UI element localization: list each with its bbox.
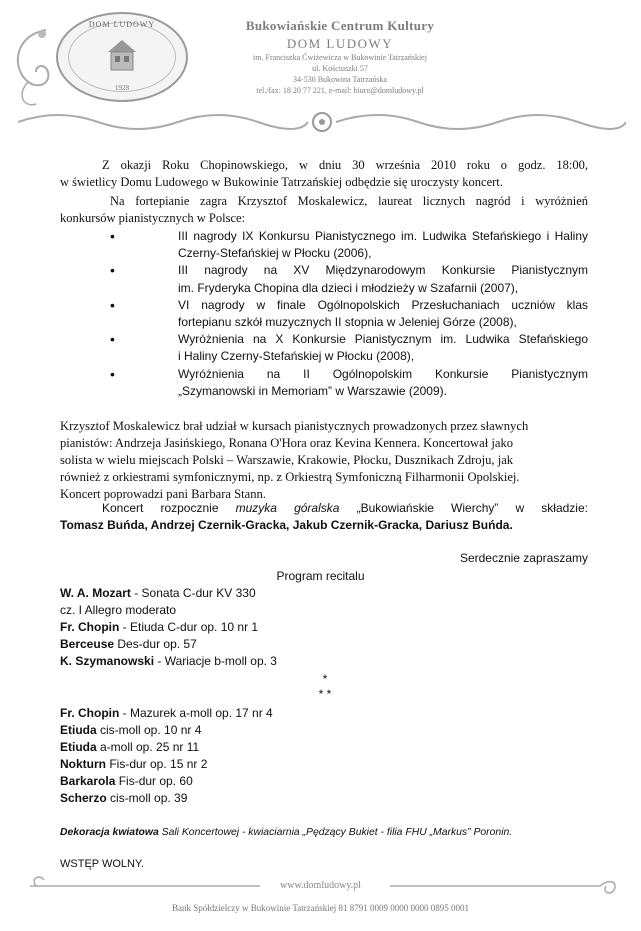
- org-name: Bukowiańskie Centrum Kultury: [245, 18, 435, 33]
- bio-line-2: pianistów: Andrzeja Jasińskiego, Ronana O'Hora oraz Kevina Kennera. Koncertował jako: [60, 436, 514, 450]
- intro-line-3: Na fortepianie zagra Krzysztof Moskalewicz, laureat licznych nagród i wyróżnień: [110, 194, 588, 208]
- logo-text: DOM LUDOWY: [88, 20, 156, 29]
- logo-year: 1928: [115, 84, 129, 92]
- bio-line-3: solista w wielu miejscach Polski – Warszawie, Krakowie, Płocku, Dusznikach Zdroju, jak: [60, 453, 514, 467]
- org-patron: im. Franciszka Ćwiżewicza w Bukowinie Tatrzańskiej: [253, 53, 427, 62]
- org-contact: tel./fax: 18 20 77 221, e-mail: biuro@domludowy.pl: [256, 86, 424, 95]
- program-item: Barkarola Fis-dur op. 60: [60, 774, 193, 788]
- program-item: Etiuda a-moll op. 25 nr 11: [60, 740, 200, 754]
- bullet-icon: •: [110, 228, 115, 244]
- organization-header: [210, 18, 470, 96]
- invite-text: Serdecznie zapraszamy: [459, 551, 588, 565]
- entry-note: WSTĘP WOLNY.: [60, 858, 144, 870]
- org-street: ul. Kościuszki 57: [312, 64, 368, 73]
- intro-line-2: w świetlicy Domu Ludowego w Bukowinie Tatrzańskiej odbędzie się uroczysty koncert.: [60, 175, 503, 189]
- bullet-icon: •: [110, 365, 115, 382]
- bio-line-1: Krzysztof Moskalewicz brał udział w kursach pianistycznych prowadzonych przez sławnych: [60, 419, 529, 433]
- program-item: Etiuda cis-moll op. 10 nr 4: [60, 723, 202, 737]
- org-subtitle: DOM LUDOWY: [286, 36, 394, 51]
- org-city: 34-530 Bukowina Tatrzańska: [293, 75, 387, 84]
- program-item: Fr. Chopin - Etiuda C-dur op. 10 nr 1: [60, 620, 259, 634]
- bullet-icon: •: [110, 331, 115, 348]
- dom-ludowy-logo: [56, 12, 188, 102]
- program-item: Nokturn Fis-dur op. 15 nr 2: [60, 757, 208, 771]
- award-item: • Wyróżnienia na II Ogólnopolskim Konkursie Pianistycznym „Szymanowski in Memoriam” w Warszawie (2009).: [110, 365, 588, 398]
- band-line: Koncert rozpocznie muzyka góralska „Bukowiańskie Wierchy” w składzie:: [102, 501, 588, 515]
- awards-list: [108, 228, 588, 400]
- intro-line-1: Z okazji Roku Chopinowskiego, w dniu 30 września 2010 roku o godz. 18:00,: [102, 158, 588, 172]
- award-item: • III nagrody na XV Międzynarodowym Konkursie Pianistycznym im. Fryderyka Chopina dla dzieci i młodzieży w Szafarnii (2007),: [110, 262, 588, 295]
- program-item: Scherzo cis-moll op. 39: [60, 791, 188, 805]
- bullet-icon: •: [110, 296, 115, 313]
- program-item: W. A. Mozart - Sonata C-dur KV 330: [60, 586, 256, 600]
- award-item: • III nagrody IX Konkursu Pianistycznego im. Ludwika Stefańskiego i Haliny Czerny-Stefańskiej w Płocku (2006),: [110, 228, 588, 261]
- award-item: • VI nagrody w finale Ogólnopolskich Przesłuchaniach uczniów klas fortepianu szkół muzycznych II stopnia w Jeleniej Górze (2008),: [110, 296, 588, 330]
- program-item: K. Szymanowski - Wariacje b-moll op. 3: [60, 654, 277, 668]
- separator-star: *: [322, 672, 328, 686]
- intro-line-4: konkursów pianistycznych w Polsce:: [60, 211, 246, 225]
- header-ornament-icon: [18, 106, 626, 136]
- footer-url: www.domludowy.pl: [280, 880, 361, 891]
- band-members: Tomasz Buńda, Andrzej Czernik-Gracka, Jakub Czernik-Gracka, Dariusz Buńda.: [60, 518, 513, 532]
- separator-stars: * *: [318, 687, 332, 701]
- band-genre: muzyka góralska: [235, 501, 340, 515]
- program-item: Berceuse Des-dur op. 57: [60, 637, 197, 651]
- bullet-icon: •: [110, 262, 115, 279]
- program-item: Fr. Chopin - Mazurek a-moll op. 17 nr 4: [60, 706, 273, 720]
- bio-line-5: Koncert poprowadzi pani Barbara Stann.: [60, 487, 266, 501]
- decoration-label: Dekoracja kwiatowa: [60, 827, 159, 838]
- house-icon: [104, 36, 140, 72]
- bio-line-4: również z orkiestrami symfonicznymi, np. z Orkiestrą Symfoniczną Filharmonii Opolskiej.: [60, 470, 520, 484]
- decoration-line: Dekoracja kwiatowa Sali Koncertowej - kwiaciarnia „Pędzący Bukiet - filia FHU „Markus” Poronin.: [60, 827, 513, 838]
- ornament-swirl-icon: [6, 20, 62, 110]
- award-item: • Wyróżnienia na X Konkursie Pianistycznym im. Ludwika Stefańskiego i Haliny Czerny-Stefańskiej w Płocku (2008),: [110, 331, 588, 364]
- program-item: cz. I Allegro moderato: [60, 603, 177, 617]
- program-title: Program recitalu: [276, 569, 365, 583]
- bank-account: Bank Spółdzielczy w Bukowinie Tatrzańskiej 81 8791 0009 0000 0000 0895 0001: [172, 903, 469, 913]
